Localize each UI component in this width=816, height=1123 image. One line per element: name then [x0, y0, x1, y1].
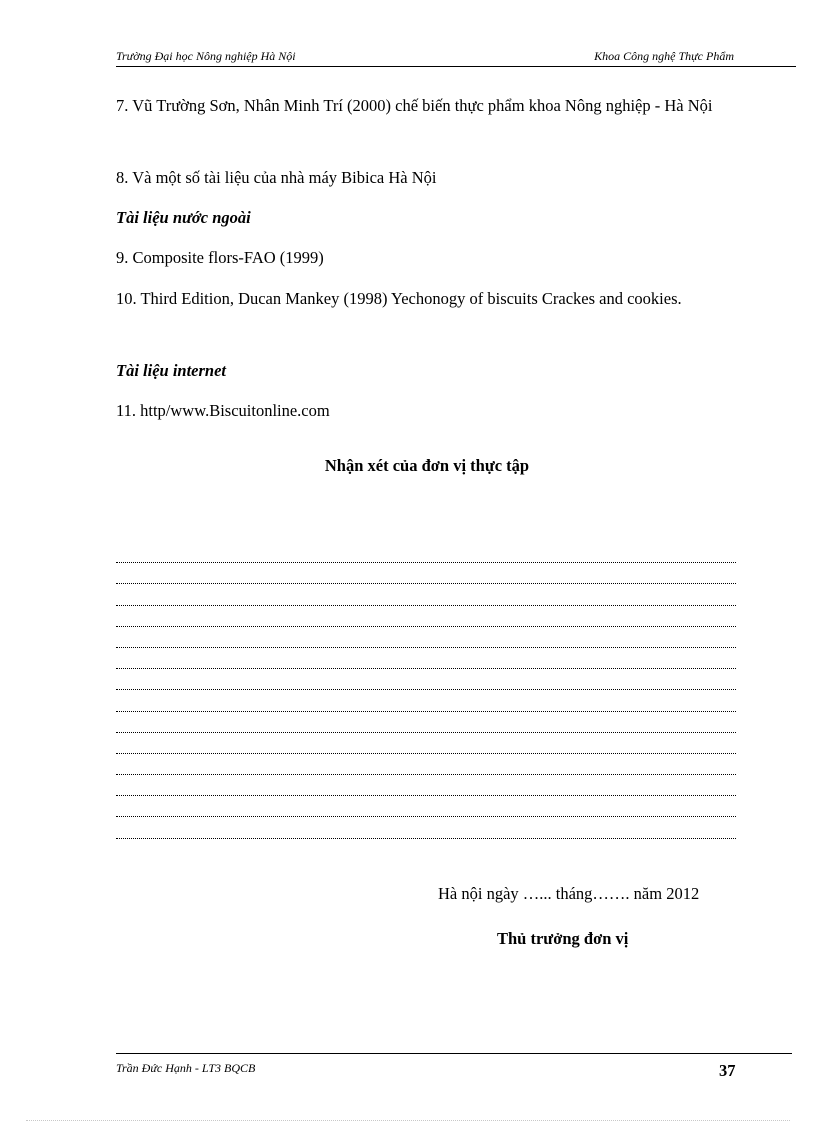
comment-blank-line — [116, 754, 736, 775]
comment-blank-line — [116, 584, 736, 605]
comment-blank-line — [116, 775, 736, 796]
comment-blank-line — [116, 796, 736, 817]
page-header — [116, 47, 796, 67]
foreign-references-heading: Tài liệu nước ngoài — [116, 208, 251, 227]
comment-blank-line — [116, 690, 736, 711]
reference-item-10: 10. Third Edition, Ducan Mankey (1998) Yechonogy of biscuits Crackes and cookies. — [116, 289, 682, 308]
reference-item-7: 7. Vũ Trường Sơn, Nhân Minh Trí (2000) chế biến thực phẩm khoa Nông nghiệp - Hà Nội — [116, 96, 713, 115]
reference-item-8: 8. Và một số tài liệu của nhà máy Bibica Hà Nội — [116, 168, 437, 187]
comment-blank-line — [116, 817, 736, 838]
comment-section-title: Nhận xét của đơn vị thực tập — [324, 456, 530, 475]
comment-blank-line — [116, 563, 736, 584]
reference-item-9: 9. Composite flors-FAO (1999) — [116, 248, 324, 267]
comment-blank-line — [116, 669, 736, 690]
page-number: 37 — [719, 1061, 736, 1080]
signature-role: Thủ trưởng đơn vị — [497, 929, 629, 948]
comment-blank-line — [116, 606, 736, 627]
footer-divider — [116, 1053, 792, 1054]
page-bottom-edge — [26, 1120, 790, 1121]
header-faculty: Khoa Công nghệ Thực Phẩm — [594, 49, 734, 63]
comment-blank-line — [116, 733, 736, 754]
comment-blank-lines — [116, 542, 736, 839]
comment-blank-line — [116, 627, 736, 648]
reference-item-11: 11. http/www.Biscuitonline.com — [116, 401, 330, 420]
footer-author: Trần Đức Hạnh - LT3 BQCB — [116, 1061, 256, 1075]
comment-blank-line — [116, 648, 736, 669]
internet-references-heading: Tài liệu internet — [116, 361, 227, 380]
comment-blank-line — [116, 712, 736, 733]
signature-date: Hà nội ngày …... tháng……. năm 2012 — [438, 884, 700, 903]
comment-blank-line — [116, 542, 736, 563]
header-university: Trường Đại học Nông nghiệp Hà Nội — [116, 49, 296, 63]
